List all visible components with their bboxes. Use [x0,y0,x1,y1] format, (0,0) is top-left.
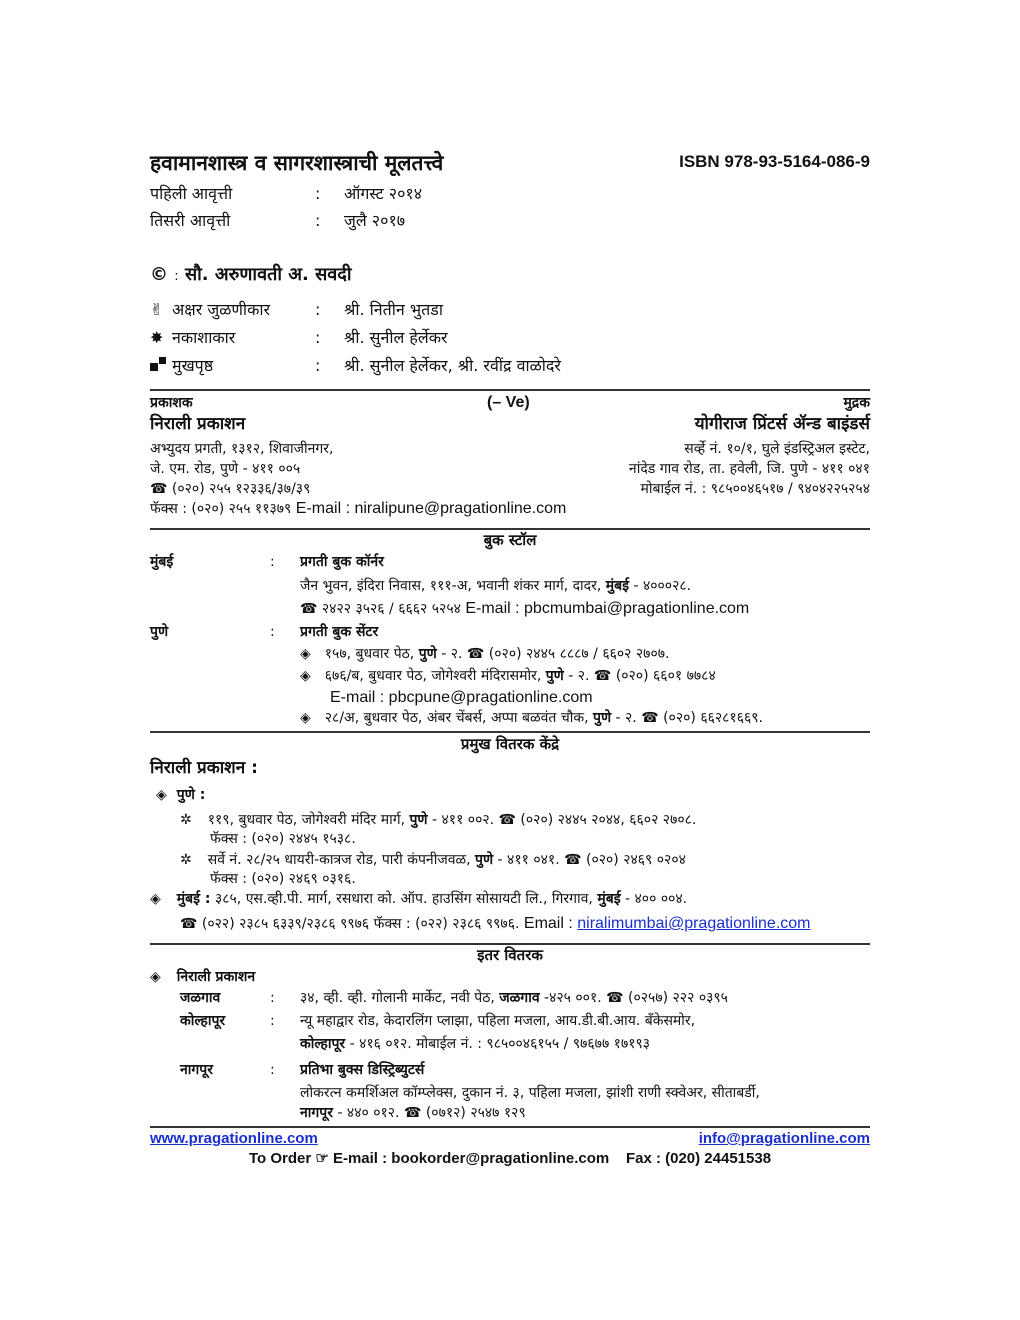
copyright-sep: : [174,269,179,284]
colon: : [270,554,275,570]
credit-label: नकाशाकार [172,328,236,347]
credit-value: श्री. सुनील हेर्लेकर [344,328,448,347]
credit-label: मुखपृष्ठ [172,356,214,375]
colon: : [270,1062,275,1078]
printer-name: योगीराज प्रिंटर्स ॲन्ड बाइंडर्स [694,414,870,434]
printer-address: सर्व्हे नं. १०/१, घुले इंडस्ट्रिअल इस्टेट, [684,441,870,457]
email-label: Email : [523,915,573,932]
distributor-org: निराली प्रकाशन [176,969,256,985]
kolhapur-contact: कोल्हापूर - ४१६ ०१२. मोबाईल नं. : ९८५००४६१५५ / ९७६७७ १७१९३ [300,1036,651,1052]
colon: : [315,300,321,319]
stall-city: मुंबई [150,554,174,570]
credit-value: श्री. सुनील हेर्लेकर, श्री. रवींद्र वाळोदरे [344,356,561,375]
mumbai-distributor: ◈ मुंबई : ३८५, एस.व्ही.पी. मार्ग, रसधारा को. ऑप. हाउसिंग सोसायटी लि., गिरगाव, मुंबई - ४०० ००४. [150,891,688,907]
divider [150,389,870,391]
center-mark: (– Ve) [487,394,530,411]
edition-3-value: जुलै २०१७ [344,211,406,230]
list-item: ◈ ६७६/ब, बुधवार पेठ, जोगेश्वरी मंदिरासमोर, पुणे - २. ☎ (०२०) ६६०१ ७७८४ [300,668,716,684]
credit-label: अक्षर जुळणीकार [172,300,271,319]
edition-1-label: पहिली आवृत्ती [150,184,233,203]
printer-mobile: मोबाईल नं. : ९८५००४६५१७ / ९४०४२२५२५४ [640,481,870,497]
publisher-heading: प्रकाशक [150,395,193,411]
website-link[interactable]: www.pragationline.com [150,1130,318,1147]
printer-heading: मुद्रक [843,395,870,411]
star-icon: ✸ [150,328,164,347]
divider [150,731,870,733]
victory-hand-icon: ✌ [150,300,164,319]
colon: : [315,184,321,203]
book-stall-heading: बुक स्टॉल [483,531,537,549]
publisher-address: अभ्युदय प्रगती, १३१२, शिवाजीनगर, [150,441,334,457]
kolhapur-address: न्यू महाद्वार रोड, केदारलिंग प्लाझा, पहिला मजला, आय.डी.बी.आय. बँकेसमोर, [300,1013,696,1029]
diamond-bullet-icon: ◈ [150,891,161,907]
asterisk-bullet-icon: ✲ [180,812,192,828]
jalgaon-address: ३४, व्ही. व्ही. गोलानी मार्केट, नवी पेठ, जळगाव -४२५ ००१. ☎ (०२५७) २२२ ०३९५ [300,990,728,1006]
fax: फॅक्स : (०२०) २४४५ १५३८. [210,831,356,847]
nagpur-contact: नागपूर - ४४० ०१२. ☎ (०७१२) २५४७ १२९ [300,1105,526,1121]
colon: : [315,356,321,375]
fax: फॅक्स : (०२०) २४६९ ०३१६. [210,871,356,887]
diamond-bullet-icon: ◈ [300,646,311,662]
asterisk-bullet-icon: ✲ [180,852,192,868]
diamond-bullet-icon: ◈ [300,668,311,684]
list-item: ◈ १५७, बुधवार पेठ, पुणे - २. ☎ (०२०) २४४५ ८८८७ / ६६०२ २७०७. [300,646,670,662]
stall-name: प्रगती बुक कॉर्नर [300,554,384,570]
nagpur-name: प्रतिभा बुक्स डिस्ट्रिब्युटर्स [300,1062,425,1078]
colon: : [270,624,275,640]
list-item: ✲ सर्वे नं. २८/२५ धायरी-कात्रज रोड, पारी कंपनीजवळ, पुणे - ४११ ०४१. ☎ (०२०) २४६९ ०२०४ [180,852,686,868]
squares-icon [150,356,172,376]
distributor-org: निराली प्रकाशन : [150,758,258,778]
publisher-fax: फॅक्स : (०२०) २५५ ११३७९ [150,501,292,517]
nagpur-address: लोकरत्न कमर्शिअल कॉम्प्लेक्स, दुकान नं. ३, पहिला मजला, झांशी राणी स्क्वेअर, सीताबर्डी, [300,1085,760,1101]
info-email-link[interactable]: info@pragationline.com [698,1130,870,1147]
diamond-bullet-icon: ◈ [156,787,167,803]
copyright-icon: © [150,264,168,285]
city-label: जळगाव [180,990,221,1006]
other-distributors-heading: इतर वितरक [477,946,543,964]
divider [150,1126,870,1128]
publisher-address: जे. एम. रोड, पुणे - ४११ ००५ [150,461,301,477]
diamond-bullet-icon: ◈ [150,969,161,985]
edition-3-label: तिसरी आवृत्ती [150,211,231,230]
colon: : [315,211,321,230]
city-label: कोल्हापूर [180,1013,226,1029]
copyright-line [150,263,352,289]
book-title: हवामानशास्त्र व सागरशास्त्राची मूलतत्त्वे [150,151,444,175]
diamond-bullet-icon: ◈ [300,710,311,726]
publisher-email: E-mail : niralipune@pragationline.com [295,500,567,517]
stall-name: प्रगती बुक सेंटर [300,624,379,640]
main-distributors-heading: प्रमुख वितरक केंद्रे [460,735,560,753]
isbn: ISBN 978-93-5164-086-9 [679,152,870,171]
publisher-phone: ☎ (०२०) २५५ १२३३६/३७/३९ [150,481,311,497]
stall-email: E-mail : pbcpune@pragationline.com [330,689,593,706]
mumbai-email-link[interactable]: niralimumbai@pragationline.com [577,915,811,932]
publisher-name: निराली प्रकाशन [150,414,246,434]
pune-label: पुणे : [176,787,206,803]
credit-value: श्री. नितीन भुतडा [344,300,443,319]
stall-address: जैन भुवन, इंदिरा निवास, १११-अ, भवानी शंकर मार्ग, दादर, मुंबई - ४०००२८. [300,578,692,594]
city-label: नागपूर [180,1062,213,1078]
printer-address: नांदेड गाव रोड, ता. हवेली, जि. पुणे - ४११ ०४१ [628,461,870,477]
colon: : [315,328,321,347]
copyright-holder: सौ. अरुणावती अ. सवदी [184,264,352,285]
stall-contact: ☎ २४२२ ३५२६ / ६६६२ ५२५४ E-mail : pbcmumbai@pragationline.com [300,600,750,617]
order-info: To Order ☞ E-mail : bookorder@pragationline.com Fax : (020) 24451538 [248,1150,772,1167]
mumbai-phone: ☎ (०२२) २३८५ ६३३९/२३८६ ९९७६ फॅक्स : (०२२) २३८६ ९९७६. [180,916,520,932]
stall-city: पुणे [150,624,169,640]
colon: : [270,1013,275,1029]
colon: : [270,990,275,1006]
list-item: ◈ २८/अ, बुधवार पेठ, अंबर चेंबर्स, अप्पा बळवंत चौक, पुणे - २. ☎ (०२०) ६६२८१६६९. [300,710,764,726]
edition-1-value: ऑगस्ट २०१४ [344,184,423,203]
list-item: ✲ ११९, बुधवार पेठ, जोगेश्वरी मंदिर मार्ग, पुणे - ४११ ००२. ☎ (०२०) २४४५ २०४४, ६६०२ २७०८. [180,812,697,828]
